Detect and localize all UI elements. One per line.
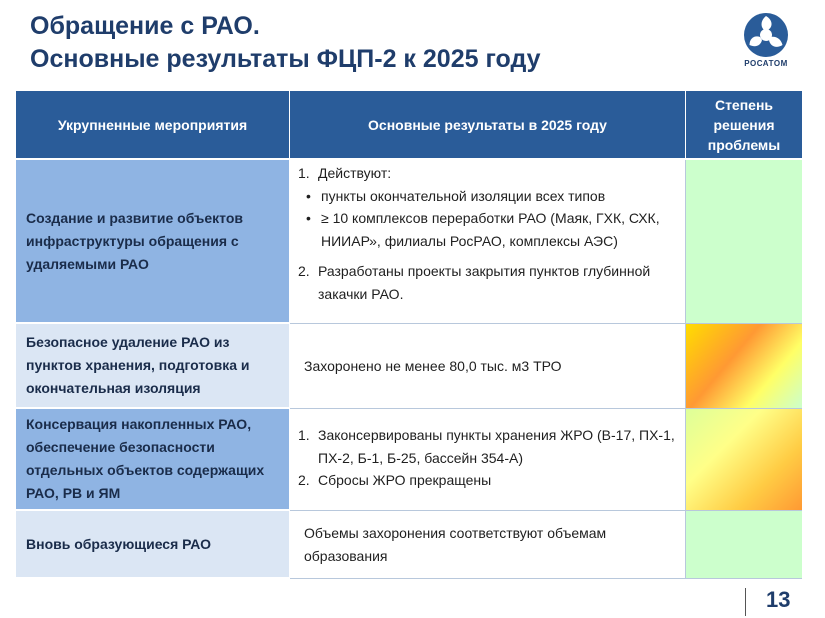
- row-result-infrastructure: [290, 160, 686, 324]
- page-number: 13: [766, 587, 791, 612]
- header-results: Основные результаты в 2025 году: [290, 91, 686, 160]
- list-text: Разработаны проекты закрытия пунктов глубинной закачки РАО.: [318, 263, 651, 302]
- logo-text: РОСАТОМ: [744, 59, 788, 68]
- row-label-removal: Безопасное удаление РАО из пунктов хранения, подготовка и окончательная изоляция: [16, 324, 290, 409]
- list-text: ≥ 10 комплексов переработки РАО (Маяк, ГХК, СХК, НИИАР», филиалы РосРАО, комплексы АЭС): [321, 210, 660, 249]
- list-item: [298, 424, 679, 469]
- status-cell-new-rao: [686, 511, 802, 579]
- list-text: Законсервированы пункты хранения ЖРО (В-17, ПХ-1, ПХ-2, Б-1, Б-25, бассейн 354-А): [318, 427, 675, 466]
- status-cell-removal: [686, 324, 802, 409]
- list-item: [298, 469, 679, 492]
- list-text: пункты окончательной изоляции всех типов: [321, 187, 606, 204]
- results-table: [16, 91, 802, 579]
- list-number: 2.: [298, 263, 310, 279]
- header-measures: Укрупненные мероприятия: [16, 91, 290, 160]
- list-text: Действуют:: [318, 165, 392, 181]
- list-item: [298, 260, 679, 305]
- rosatom-logo: [726, 12, 806, 82]
- list-text: Сбросы ЖРО прекращены: [318, 472, 492, 488]
- list-item: [298, 185, 679, 208]
- list-item: [298, 207, 679, 252]
- list-number: 2.: [298, 472, 310, 488]
- list-item: [298, 162, 679, 185]
- row-result-new-rao: Объемы захоронения соответствуют объемам образования: [290, 511, 686, 579]
- list-number: 1.: [298, 165, 310, 181]
- row-result-conservation: [290, 409, 686, 511]
- list-number: 1.: [298, 427, 310, 443]
- rosatom-logo-icon: [743, 12, 789, 58]
- row-label-infrastructure: Создание и развитие объектов инфраструктуры обращения с удаляемыми РАО: [16, 160, 290, 324]
- bullet-icon: •: [306, 210, 311, 226]
- row-result-removal: Захоронено не менее 80,0 тыс. м3 ТРО: [290, 324, 686, 409]
- footer-divider: [745, 588, 746, 616]
- row-label-new-rao: Вновь образующиеся РАО: [16, 511, 290, 579]
- title-line-1: Обращение с РАО.: [30, 12, 260, 40]
- row-label-conservation: Консервация накопленных РАО, обеспечение безопасности отдельных объектов содержащих РАО, РВ и ЯМ: [16, 409, 290, 511]
- bullet-icon: •: [306, 187, 311, 204]
- header-status: Степень решения проблемы: [686, 91, 802, 160]
- status-cell-conservation: [686, 409, 802, 511]
- status-cell-infrastructure: [686, 160, 802, 324]
- title-line-2: Основные результаты ФЦП-2 к 2025 году: [30, 45, 541, 73]
- slide-title: [30, 10, 541, 76]
